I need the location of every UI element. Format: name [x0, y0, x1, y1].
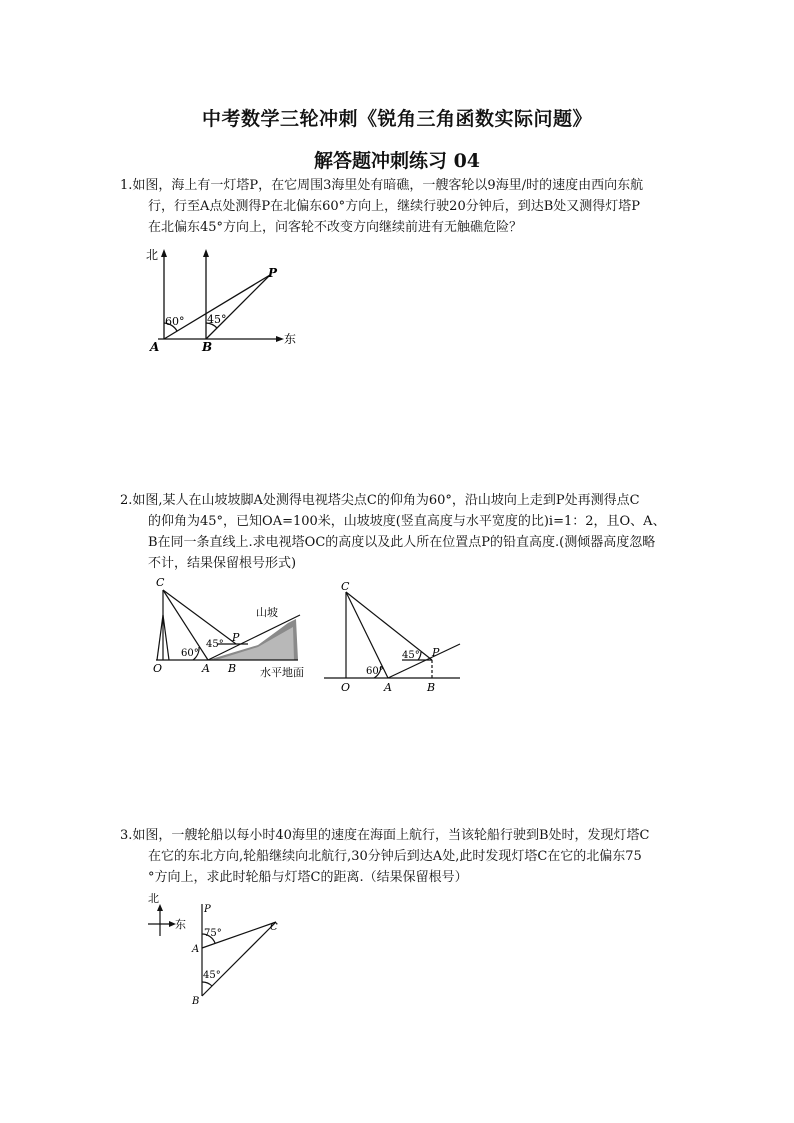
label-angle-45: 45° — [207, 313, 227, 326]
page-title: 中考数学三轮冲刺《锐角三角函数实际问题》 — [201, 108, 592, 130]
label-o: O — [341, 681, 351, 694]
question-line: 如图,某人在山坡坡脚A处测得电视塔尖点C的仰角为60°，沿山坡向上走到P处再测得点C — [132, 493, 640, 508]
question-line: 如图，一艘轮船以每小时40海里的速度在海面上航行，当该轮船行驶到B处时，发现灯塔C — [132, 828, 650, 843]
label-a: A — [384, 681, 392, 694]
label-angle-60: 60° — [181, 648, 199, 659]
label-north: 北 — [148, 892, 159, 905]
label-angle-45: 45° — [203, 970, 221, 981]
figure-1 — [140, 245, 300, 355]
figure-3 — [142, 888, 292, 1008]
slope-line — [388, 644, 460, 678]
arrow-north-a-icon — [161, 249, 167, 257]
label-a: A — [192, 944, 200, 955]
question-number: 3. — [120, 828, 133, 843]
question-line: °方向上，求此时轮船与灯塔C的距离.（结果保留根号） — [148, 870, 468, 885]
question-2 — [120, 490, 680, 574]
label-c: C — [270, 922, 278, 933]
label-east: 东 — [284, 332, 297, 346]
tower-leg-left — [157, 615, 163, 660]
compass-north-arrow-icon — [157, 904, 163, 911]
label-p: P — [232, 631, 240, 644]
question-number: 1. — [120, 178, 133, 193]
label-c: C — [156, 576, 165, 589]
label-c: C — [341, 580, 350, 593]
question-line: 在北偏东45°方向上，问客轮不改变方向继续前进有无触礁危险？ — [148, 220, 523, 235]
question-line: 的仰角为45°，已知OA=100米，山坡坡度(竖直高度与水平宽度的比)i=1：2，且O、A、 — [148, 514, 666, 529]
label-slope: 山坡 — [256, 606, 278, 619]
label-b: B — [228, 662, 237, 675]
label-p: P — [204, 904, 211, 915]
question-number: 2. — [120, 493, 133, 508]
line-bp — [206, 275, 270, 339]
question-1 — [120, 175, 680, 238]
question-line: B在同一条直线上.求电视塔OC的高度以及此人所在位置点P的铅直高度.(测倾器高度忽略 — [148, 535, 656, 550]
figure-2-right — [322, 580, 467, 695]
label-a: A — [202, 662, 210, 675]
label-p: P — [432, 646, 440, 659]
line-cp — [163, 590, 236, 644]
label-angle-75: 75° — [204, 928, 222, 939]
question-line: 在它的东北方向,轮船继续向北航行,30分钟后到达A处,此时发现灯塔C在它的北偏东75 — [148, 849, 642, 864]
label-angle-45: 45° — [206, 639, 224, 650]
label-angle-45: 45° — [402, 650, 420, 661]
label-b: B — [427, 681, 436, 694]
label-b: B — [202, 340, 213, 354]
label-b: B — [192, 996, 200, 1007]
label-angle-60: 60° — [366, 666, 384, 677]
tower-leg-right — [163, 615, 169, 660]
figure-2-left — [148, 575, 308, 680]
question-line: 行，行至A点处测得P在北偏东60°方向上，继续行驶20分钟后，到达B处又测得灯塔P — [148, 199, 641, 214]
label-p: P — [268, 266, 278, 280]
arrow-north-b-icon — [203, 249, 209, 257]
page-subtitle: 解答题冲刺练习 04 — [313, 150, 481, 172]
label-angle-60: 60° — [165, 315, 185, 328]
line-ap — [164, 275, 270, 339]
question-3 — [120, 825, 680, 888]
label-north: 北 — [146, 248, 159, 262]
label-a: A — [150, 340, 160, 354]
label-east: 东 — [175, 918, 186, 931]
angle-arc-45 — [202, 982, 212, 986]
label-o: O — [153, 662, 163, 675]
label-ground: 水平地面 — [260, 666, 304, 679]
question-line: 不计，结果保留根号形式) — [148, 556, 297, 571]
question-line: 如图，海上有一灯塔P，在它周围3海里处有暗礁，一艘客轮以9海里/时的速度由西向东航 — [132, 178, 644, 193]
arrow-east-icon — [276, 336, 284, 342]
